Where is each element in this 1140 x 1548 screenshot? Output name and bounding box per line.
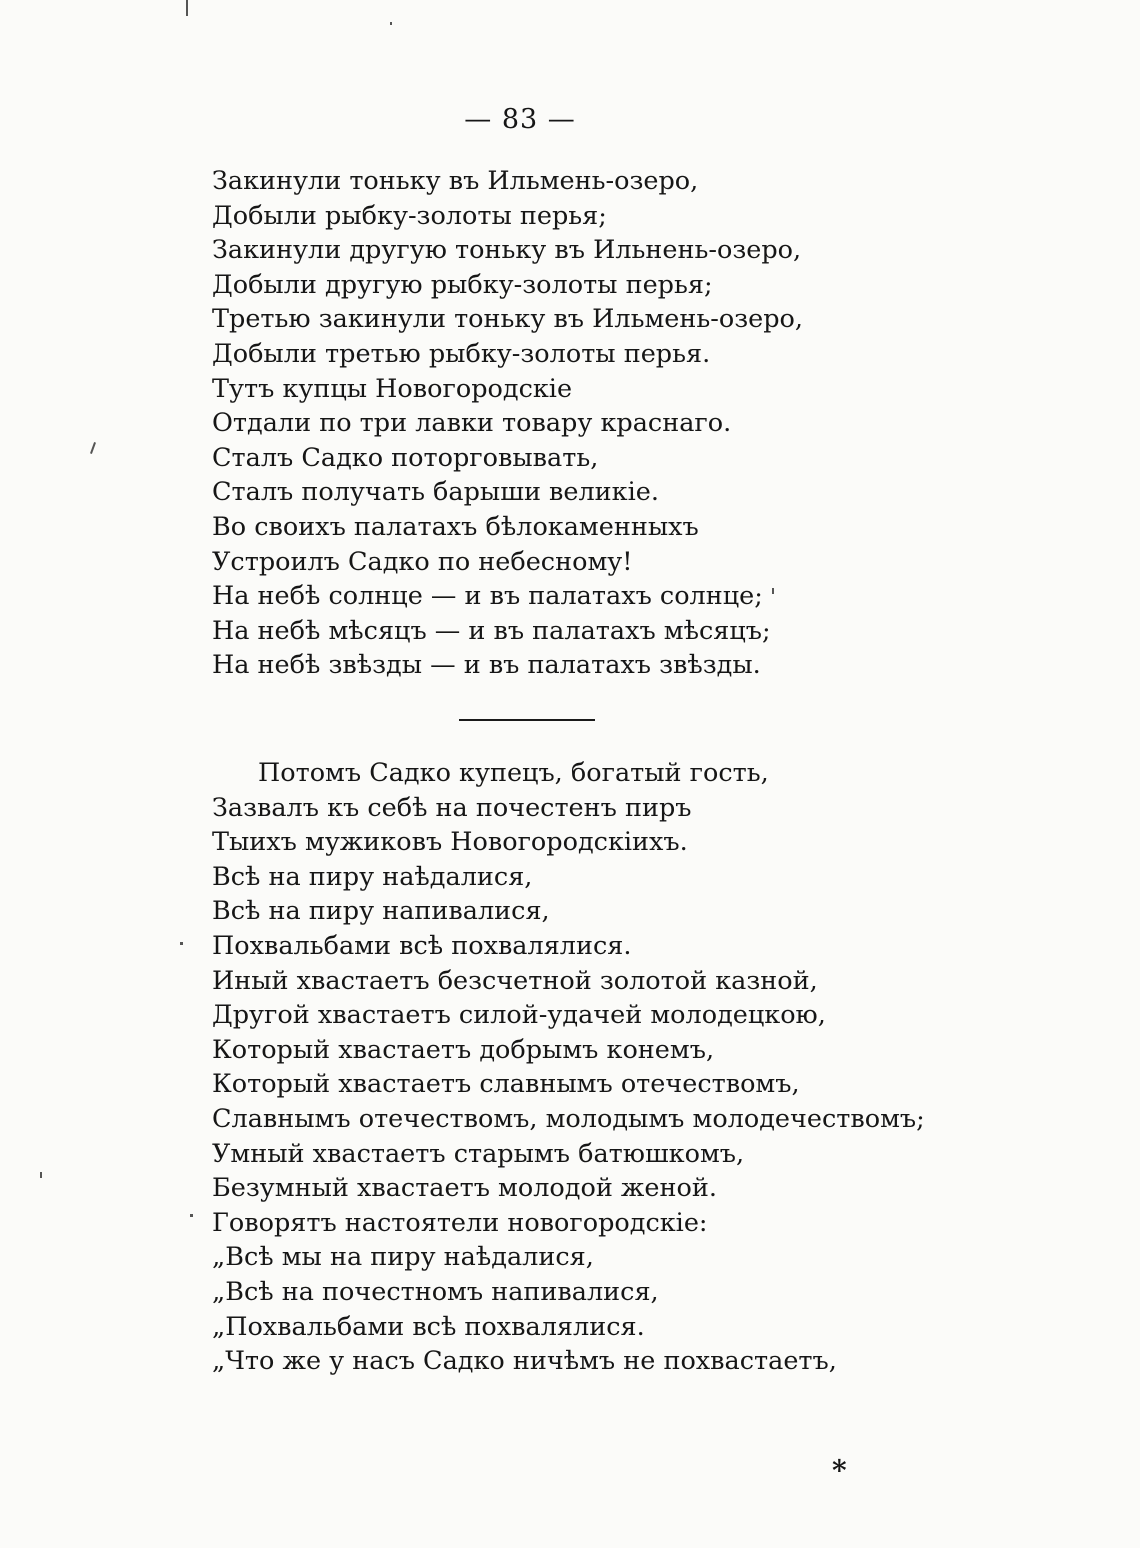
scan-speck: [186, 0, 188, 16]
verse-line: Во своихъ палатахъ бѣлокаменныхъ: [212, 511, 699, 542]
verse-line: Добыли другую рыбку-золоты перья;: [212, 269, 713, 300]
verse-line: Закинули тоньку въ Ильмень-озеро,: [212, 166, 699, 196]
verse-line: Устроилъ Садко по небесному!: [212, 546, 633, 577]
scan-speck: [772, 588, 774, 594]
signature-mark: *: [832, 1454, 847, 1487]
section-divider: [459, 719, 595, 721]
stanza-2: [212, 756, 1092, 1379]
verse-line: „Что же у насъ Садко ничѣмъ не похвастаетъ,: [212, 1346, 837, 1377]
verse-line: Другой хвастаетъ силой-удачей молодецкою,: [212, 1000, 826, 1031]
scan-speck: [390, 22, 392, 25]
verse-line: На небѣ звѣзды — и въ палатахъ звѣзды.: [212, 650, 761, 681]
verse-line: Добыли третью рыбку-золоты перья.: [212, 338, 711, 369]
page-number: — 83 —: [464, 104, 576, 135]
stanza-1: [212, 164, 1092, 683]
verse-line: Всѣ на пиру напивалися,: [212, 896, 550, 927]
verse-line: Третью закинули тоньку въ Ильмень-озеро,: [212, 304, 804, 335]
scan-speck: [180, 942, 183, 945]
scan-speck: [190, 1214, 193, 1217]
verse-line: Безумный хвастаетъ молодой женой.: [212, 1173, 717, 1204]
verse-line: На небѣ мѣсяцъ — и въ палатахъ мѣсяцъ;: [212, 615, 771, 646]
verse-line: „Похвальбами всѣ похвалялися.: [212, 1311, 645, 1342]
verse-line: Всѣ на пиру наѣдалися,: [212, 861, 533, 892]
verse-line: Тыихъ мужиковъ Новогородскіихъ.: [212, 827, 688, 858]
verse-line: На небѣ солнце — и въ палатахъ солнце;: [212, 581, 763, 612]
verse-line: Похвальбами всѣ похвалялися.: [212, 930, 632, 961]
verse-line: Говорятъ настоятели новогородскіе:: [212, 1207, 708, 1238]
verse-line: Закинули другую тоньку въ Ильнень-озеро,: [212, 235, 802, 266]
scan-speck: [90, 442, 96, 454]
verse-line: Сталъ Садко поторговывать,: [212, 442, 599, 473]
verse-line: Зазвалъ къ себѣ на почестенъ пиръ: [212, 792, 692, 823]
scan-speck: [40, 1172, 42, 1178]
verse-line: Отдали по три лавки товару краснаго.: [212, 408, 732, 439]
verse-line: Который хвастаетъ славнымъ отечествомъ,: [212, 1069, 800, 1100]
verse-line: Который хвастаетъ добрымъ конемъ,: [212, 1034, 715, 1065]
verse-line: „Всѣ на почестномъ напивалися,: [212, 1276, 659, 1307]
verse-line: Умный хвастаетъ старымъ батюшкомъ,: [212, 1138, 745, 1169]
verse-line: „Всѣ мы на пиру наѣдалися,: [212, 1242, 594, 1273]
verse-line: Иный хвастаетъ безсчетной золотой казной,: [212, 965, 818, 996]
verse-line: Тутъ купцы Новогородскіе: [212, 373, 573, 404]
verse-line: Потомъ Садко купецъ, богатый гость,: [258, 758, 769, 788]
verse-line: Добыли рыбку-золоты перья;: [212, 200, 607, 231]
verse-line: Славнымъ отечествомъ, молодымъ молодечествомъ;: [212, 1103, 925, 1134]
verse-line: Сталъ получать барыши великіе.: [212, 477, 659, 508]
